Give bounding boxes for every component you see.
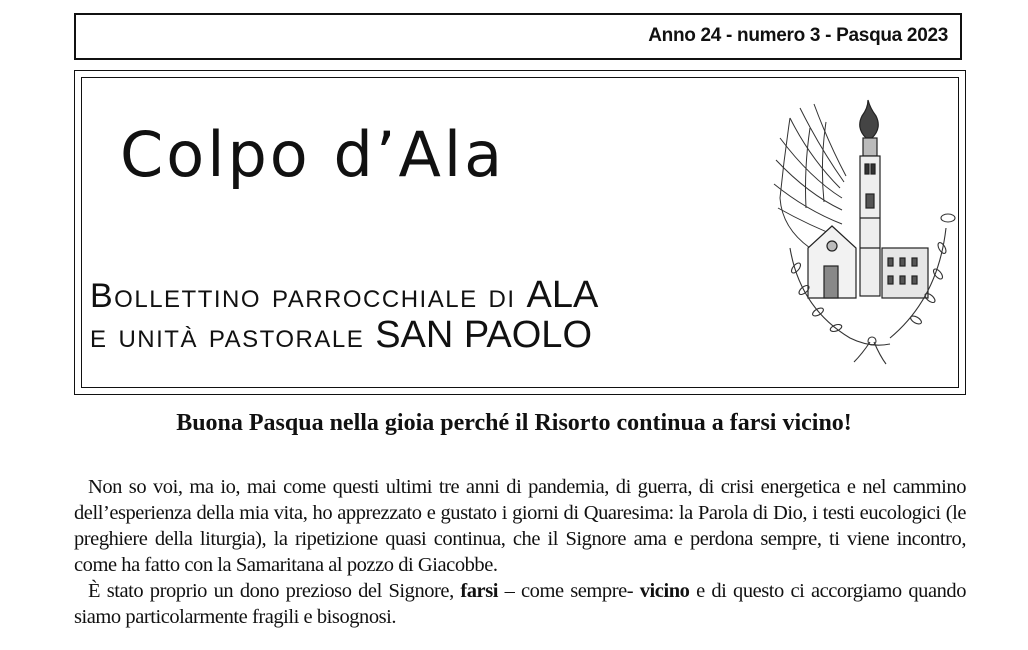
subtitle-line-1-emphasis: ALA [526,274,599,316]
subtitle-line-1-text: Bollettino parrocchiale di [90,277,527,315]
masthead [74,70,966,395]
headline: Buona Pasqua nella gioia perché il Risorto continua a farsi vicino! [176,410,852,436]
article-body [74,474,966,630]
paragraph-2-bold-1: farsi [460,580,498,602]
newsletter-title: Colpo d’Ala [120,118,506,191]
subtitle-line-1 [90,274,598,317]
church-logo-icon [770,98,960,368]
issue-label: Anno 24 - numero 3 - Pasqua 2023 [648,25,948,46]
paragraph-2-part-1: È stato proprio un dono prezioso del Signore, [88,580,461,602]
subtitle-line-2-emphasis: SAN PAOLO [375,314,592,356]
paragraph-2-part-2: – come sempre- [497,580,640,602]
subtitle-line-2-text: e unità pastorale [90,317,376,355]
issue-bar [74,13,962,60]
paragraph-2-bold-2: vicino [639,580,690,602]
subtitle-line-2 [90,314,592,357]
paragraph-2-part-3: e di questo ci accorgiamo quando siamo particolarmente fragili e bisognosi. [74,580,966,628]
paragraph-2 [74,578,966,630]
masthead-inner-frame [81,77,959,388]
paragraph-1: Non so voi, ma io, mai come questi ultimi tre anni di pandemia, di guerra, di crisi energetica e nel cammino dell’esperienza della mia vita, ho apprezzato e gustato i giorni di Quaresima: la Parola di Dio, i testi eucologici (le preghiere della liturgia), la ripetizione quasi continua, che il Signore ama e perdona sempre, ti viene incontro, come ha fatto con la Samaritana al pozzo di Giacobbe. [74,476,966,576]
